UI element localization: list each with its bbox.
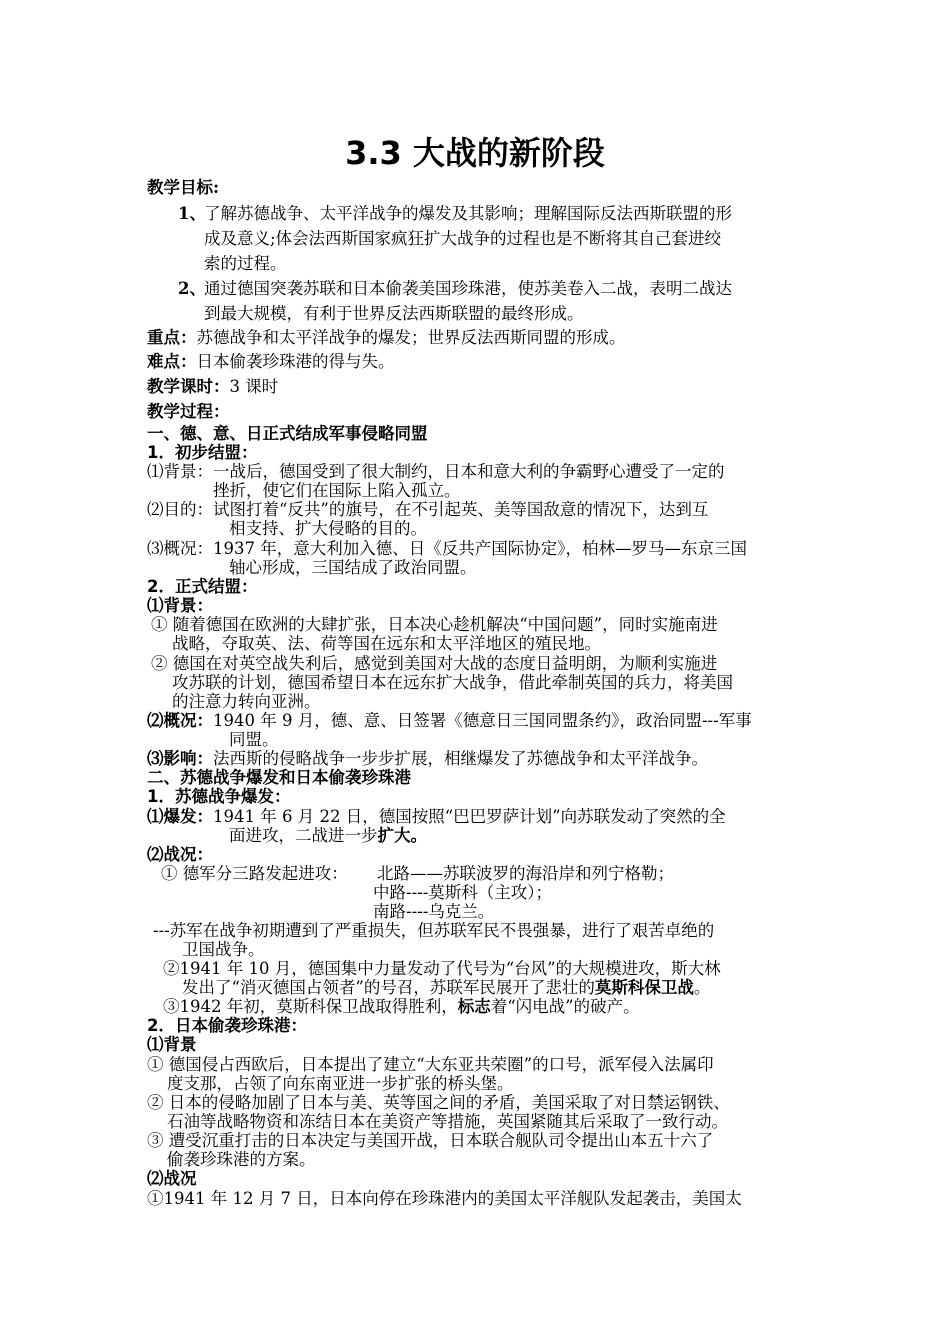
s2-pearl-bg-1-line-1: ① 德国侵占西欧后，日本提出了建立“大东亚共荣圈”的口号，派军侵入法属印 (147, 1055, 714, 1074)
s2-war-1-middle: 中路----莫斯科（主攻）； (373, 883, 553, 902)
s1-formal-summary-label: ⑵概况： (147, 711, 213, 730)
objective-1-line-3: 索的过程。 (204, 254, 287, 273)
s1-formal-effect-text: 法西斯的侵略战争一步步扩展，相继爆发了苏德战争和太平洋战争。 (213, 749, 708, 768)
section-2-heading: 二、苏德战争爆发和日本偷袭珍珠港 (147, 768, 411, 787)
objective-2-line-1: 通过德国突袭苏联和日本偷袭美国珍珠港，使苏美卷入二战，表明二战达 (204, 279, 732, 298)
s2-war-3-end: 着“闪电战”的破产。 (490, 997, 640, 1016)
s1-formal-bg-2-line-2: 攻苏联的计划，德国希望日本在远东扩大战争，借此牵制英国的兵力，将美国 (172, 673, 733, 692)
objective-1-number: 1、 (178, 204, 206, 223)
s2-war-3-text: ③1942 年初，莫斯科保卫战取得胜利， (163, 997, 458, 1016)
s1-formal-summary-line-2: 同盟。 (229, 730, 279, 749)
objective-2-line-2: 到最大规模，有利于世界反法西斯联盟的最终形成。 (204, 304, 584, 323)
s1-formal-bg-1-line-1: ① 随着德国在欧洲的大肆扩张，日本决心趁机解决“中国问题”，同时实施南进 (151, 615, 718, 634)
objective-1-line-2: 成及意义;体会法西斯国家疯狂扩大战争的过程也是不断将其自己套进绞 (204, 229, 722, 248)
s1-summary-line-1 (147, 539, 747, 559)
s2-war-2-emphasis: 莫斯科保卫战 (594, 978, 694, 997)
s1-background-line-2: 挫折，使它们在国际上陷入孤立。 (213, 481, 461, 500)
s2-pearl-war-1-line-1: ①1941 年 12 月 7 日，日本向停在珍珠港内的美国太平洋舰队发起袭击，美国太 (147, 1189, 742, 1208)
section-1-sub-1: 1．初步结盟： (147, 443, 258, 462)
s2-pearl-war-label: ⑵战况 (147, 1169, 197, 1188)
s2-pearl-background-label: ⑴背景 (147, 1035, 197, 1054)
s1-formal-summary-text: 1940 年 9 月，德、意、日签署《德意日三国同盟条约》，政治同盟---军事 (213, 711, 752, 730)
s2-pearl-bg-2-line-1: ② 日本的侵略加剧了日本与美、英等国之间的矛盾，美国采取了对日禁运钢铁、 (147, 1093, 730, 1112)
page-title: 3.3 大战的新阶段 (345, 134, 605, 172)
s1-formal-bg-1-line-2: 战略，夺取英、法、荷等国在远东和太平洋地区的殖民地。 (172, 634, 601, 653)
s1-formal-summary-line-1 (147, 711, 752, 731)
s1-summary-label: ⑶概况： (147, 539, 213, 558)
s1-aim-line-1 (147, 500, 708, 520)
s1-formal-bg-2-line-3: 的注意力转向亚洲。 (172, 692, 321, 711)
s2-pearl-bg-2-line-2: 石油等战略物资和冻结日本在美资产等措施，英国紧随其后采取了一致行动。 (167, 1112, 728, 1131)
key-points (147, 328, 626, 348)
s2-outbreak-line-1 (147, 807, 726, 827)
section-2-sub-1: 1．苏德战争爆发： (147, 787, 291, 806)
difficult-text: 日本偷袭珍珠港的得与失。 (196, 352, 395, 371)
section-1-sub-2: 2．正式结盟： (147, 577, 258, 596)
s2-war-2-line-2 (182, 978, 710, 998)
s1-aim-label: ⑵目的： (147, 500, 213, 519)
section-2-sub-2: 2．日本偷袭珍珠港： (147, 1016, 307, 1035)
section-1-heading: 一、德、意、日正式结成军事侵略同盟 (147, 424, 428, 443)
s2-war-2-text: 发出了“消灭德国占领者”的号召，苏联军民展开了悲壮的 (182, 978, 595, 997)
s2-war-1-note-line-2: 卫国战争。 (182, 940, 265, 959)
s1-formal-effect-line-1 (147, 749, 708, 769)
s1-background-line-1 (147, 462, 725, 482)
teaching-hours (147, 377, 278, 397)
key-label: 重点： (147, 328, 197, 347)
s2-outbreak-text-2: 面进攻，二战进一步 (229, 826, 378, 845)
s1-formal-bg-2-line-1: ② 德国在对英空战失利后，感觉到美国对大战的态度日益明朗，为顺利实施进 (151, 654, 718, 673)
s2-pearl-bg-1-line-2: 度支那，占领了向东南亚进一步扩张的桥头堡。 (167, 1074, 514, 1093)
s1-aim-text: 试图打着“反共”的旗号，在不引起英、美等国敌意的情况下，达到互 (213, 500, 709, 519)
difficult-label: 难点： (147, 352, 197, 371)
s1-formal-effect-label: ⑶影响： (147, 749, 213, 768)
s2-pearl-bg-3-line-1: ③ 遭受沉重打击的日本决定与美国开战，日本联合舰队司令提出山本五十六了 (147, 1131, 714, 1150)
key-text: 苏德战争和太平洋战争的爆发；世界反法西斯同盟的形成。 (196, 328, 626, 347)
difficult-points (147, 352, 395, 372)
process-label: 教学过程： (147, 402, 230, 421)
s2-war-3-emphasis: 标志 (457, 997, 491, 1016)
s2-war-2-line-1: ②1941 年 10 月，德国集中力量发动了代号为“台风”的大规模进攻，斯大林 (163, 959, 721, 978)
objectives-label: 教学目标: (147, 178, 220, 197)
s1-summary-text: 1937 年，意大利加入德、日《反共产国际协定》，柏林—罗马—东京三国 (213, 539, 747, 558)
s2-outbreak-emphasis: 扩大。 (377, 826, 427, 845)
s1-background-text: 一战后，德国受到了很大制约，日本和意大利的争霸野心遭受了一定的 (213, 462, 725, 481)
s2-outbreak-line-2 (229, 826, 427, 846)
hours-label: 教学课时： (147, 377, 230, 396)
s2-war-1-north: 北路——苏联波罗的海沿岸和列宁格勒； (377, 864, 674, 883)
objective-1-line-1: 了解苏德战争、太平洋战争的爆发及其影响；理解国际反法西斯联盟的形 (204, 204, 732, 223)
s2-pearl-bg-3-line-2: 偷袭珍珠港的方案。 (167, 1150, 316, 1169)
hours-text: 3 课时 (229, 377, 279, 396)
s2-outbreak-text: 1941 年 6 月 22 日，德国按照“巴巴罗萨计划”向苏联发动了突然的全 (213, 807, 726, 826)
s2-war-1-south: 南路----乌克兰。 (373, 902, 495, 921)
s2-war-1-intro: ① 德军分三路发起进攻： (161, 864, 348, 883)
s1-summary-line-2: 轴心形成，三国结成了政治同盟。 (229, 558, 477, 577)
s2-war-2-end: 。 (693, 978, 711, 997)
s2-outbreak-label: ⑴爆发： (147, 807, 213, 826)
s1-aim-line-2: 相支持、扩大侵略的目的。 (229, 519, 427, 538)
s2-war-1-note-line-1: ---苏军在战争初期遭到了严重损失，但苏联军民不畏强暴，进行了艰苦卓绝的 (153, 921, 715, 940)
objective-2-number: 2、 (178, 279, 206, 298)
s2-war-3-line (163, 997, 640, 1017)
s1-background-label: ⑴背景： (147, 462, 213, 481)
s1-formal-background-label: ⑴背景： (147, 596, 213, 615)
s2-war-label: ⑵战况： (147, 845, 213, 864)
